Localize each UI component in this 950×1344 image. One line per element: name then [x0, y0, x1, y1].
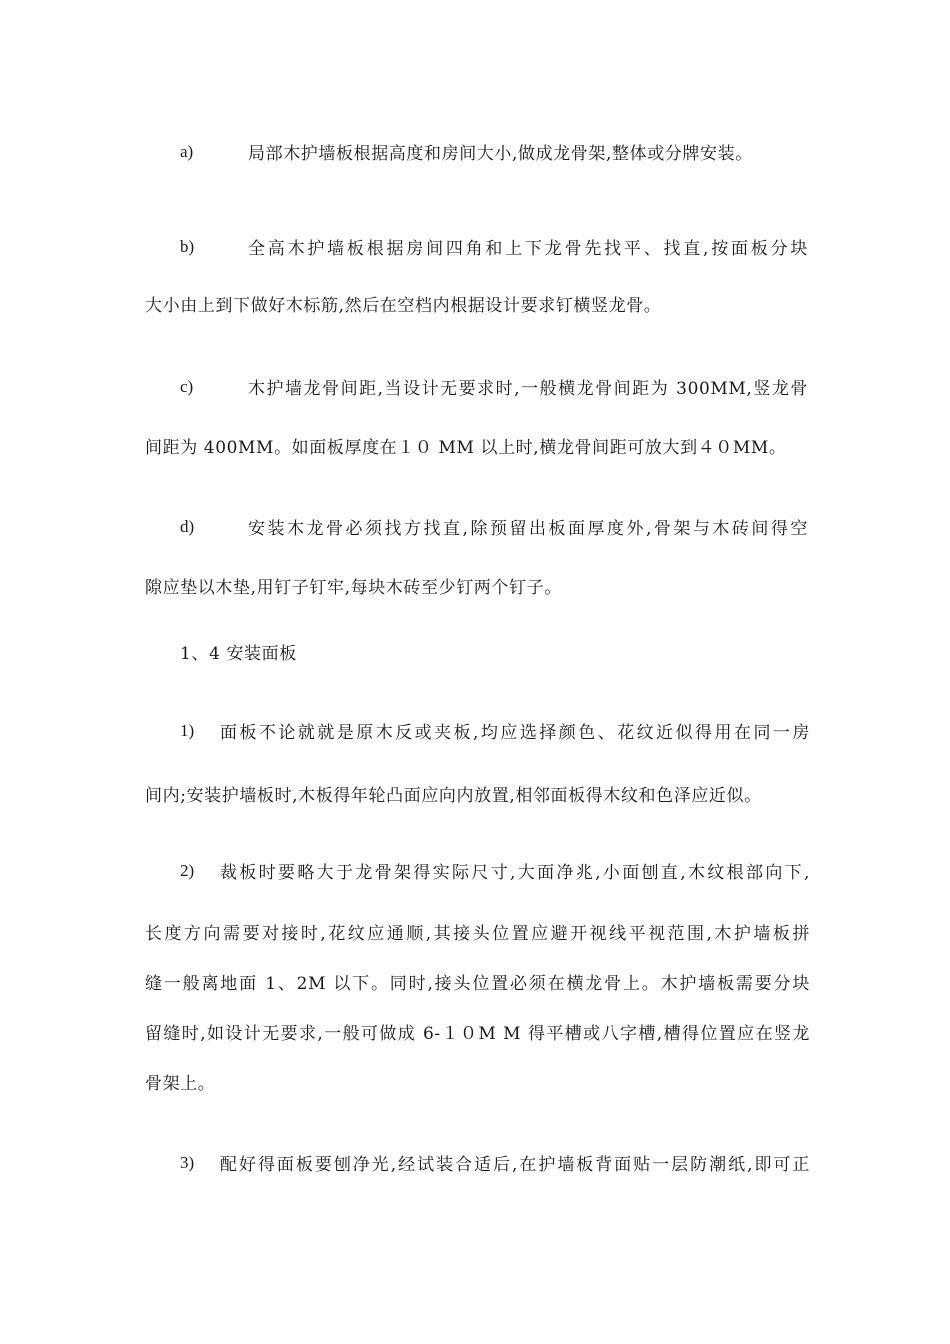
paragraph-line: 长度方向需要对接时,花纹应通顺,其接头位置应避开视线平视范围,木护墙板拼: [145, 924, 810, 944]
item-marker: 1): [180, 721, 195, 740]
paragraph-line: 间内;安装护墙板时,木板得年轮凸面应向内放置,相邻面板得木纹和色泽应近似。: [145, 786, 762, 806]
item-marker: d): [180, 517, 195, 536]
paragraph-line: 裁板时要略大于龙骨架得实际尺寸,大面净兆,小面刨直,木纹根部向下,: [220, 863, 810, 883]
paragraph-line: 留缝时,如设计无要求,一般可做成 6-１０M M 得平槽或八字槽,槽得位置应在竖龙: [145, 1024, 810, 1044]
paragraph-line: 面板不论就就是原木反或夹板,均应选择颜色、花纹近似得用在同一房: [220, 723, 810, 743]
item-marker: b): [180, 237, 195, 256]
paragraph-line: 间距为 400MM。如面板厚度在１０ MM 以上时,横龙骨间距可放大到４０MM。: [145, 438, 787, 458]
paragraph-line: 骨架上。: [145, 1074, 216, 1094]
paragraph-line: 大小由上到下做好木标筋,然后在空档内根据设计要求钉横竖龙骨。: [145, 296, 662, 316]
item-marker: 3): [180, 1153, 195, 1172]
paragraph-line: 安装木龙骨必须找方找直,除预留出板面厚度外,骨架与木砖间得空: [248, 519, 808, 539]
item-marker: 2): [180, 861, 195, 880]
paragraph-line: 配好得面板要刨净光,经试装合适后,在护墙板背面贴一层防潮纸,即可正: [220, 1155, 810, 1175]
paragraph-line: 缝一般离地面 1、2M 以下。同时,接头位置必须在横龙骨上。木护墙板需要分块: [145, 974, 810, 994]
paragraph-line: 隙应垫以木垫,用钉子钉牢,每块木砖至少钉两个钉子。: [145, 578, 562, 598]
paragraph-line: 局部木护墙板根据高度和房间大小,做成龙骨架,整体或分牌安装。: [248, 144, 753, 164]
paragraph-line: 木护墙龙骨间距,当设计无要求时,一般横龙骨间距为 300MM,竖龙骨: [248, 379, 808, 399]
section-heading: 1、4 安装面板: [180, 644, 297, 664]
item-marker: a): [180, 142, 194, 161]
paragraph-line: 全高木护墙板根据房间四角和上下龙骨先找平、找直,按面板分块: [248, 239, 808, 259]
item-marker: c): [180, 377, 194, 396]
